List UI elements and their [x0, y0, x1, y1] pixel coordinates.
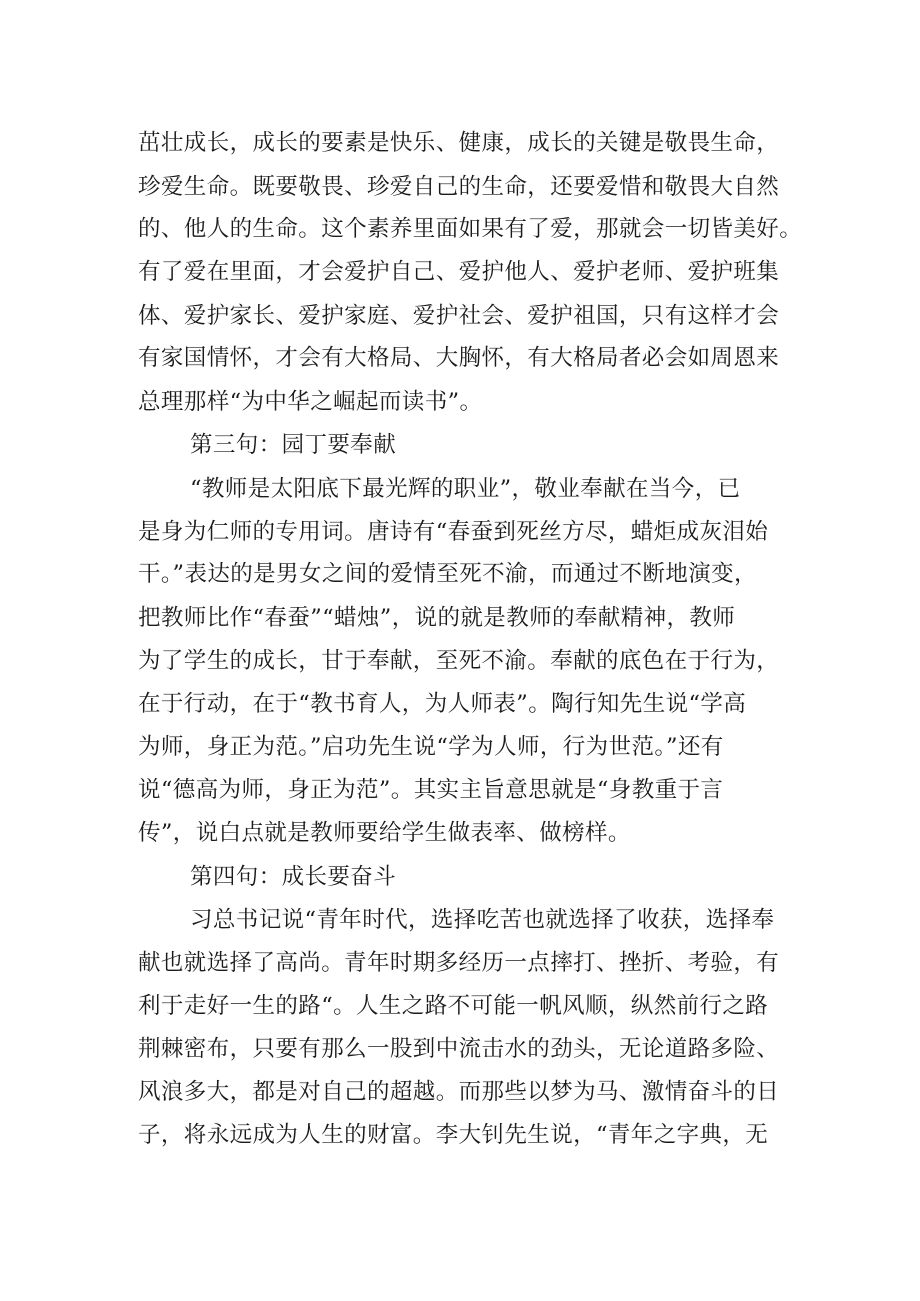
text-line: 为师，身正为范。”启功先生说“学为人师，行为世范。”还有: [138, 734, 724, 760]
text-line: 把教师比作“春蚕”“蜡烛”，说的就是教师的奉献精神，教师: [138, 605, 736, 631]
text-line: 为了学生的成长，甘于奉献，至死不渝。奉献的底色在于行为，: [138, 648, 780, 674]
text-line: 说“德高为师，身正为范”。其实主旨意思就是“身教重于言: [138, 777, 724, 803]
section-heading-3: 第三句：园丁要奉献: [190, 432, 397, 458]
text-line: 风浪多大，都是对自己的超越。而那些以梦为马、激情奋斗的日: [138, 1079, 780, 1105]
text-line: “教师是太阳底下最光辉的职业”，敬业奉献在当今，已: [190, 476, 741, 502]
text-line: 总理那样“为中华之崛起而读书”。: [138, 389, 483, 415]
text-line: 在于行动，在于“教书育人，为人师表”。陶行知先生说“学高: [138, 691, 747, 717]
text-line: 是身为仁师的专用词。唐诗有“春蚕到死丝方尽，蜡炬成灰泪始: [138, 519, 769, 545]
text-line: 有家国情怀，才会有大格局、大胸怀，有大格局者必会如周恩来: [138, 345, 780, 371]
text-line: 子，将永远成为人生的财富。李大钊先生说，“青年之字典，无: [138, 1122, 769, 1148]
text-line: 体、爱护家长、爱护家庭、爱护社会、爱护祖国，只有这样才会: [138, 303, 780, 329]
text-line: 利于走好一生的路“。人生之路不可能一帆风顺，纵然前行之路: [138, 993, 769, 1019]
text-line: 有了爱在里面，才会爱护自己、爱护他人、爱护老师、爱护班集: [138, 259, 780, 285]
text-line: 茁壮成长，成长的要素是快乐、健康，成长的关键是敬畏生命，: [138, 130, 780, 156]
text-line: 珍爱生命。既要敬畏、珍爱自己的生命，还要爱惜和敬畏大自然: [138, 174, 780, 200]
section-heading-4: 第四句：成长要奋斗: [190, 864, 397, 890]
text-line: 习总书记说“青年时代，选择吃苦也就选择了收获，选择奉: [190, 907, 775, 933]
text-line: 传”，说白点就是教师要给学生做表率、做榜样。: [138, 820, 631, 846]
text-line: 献也就选择了高尚。青年时期多经历一点摔打、挫折、考验，有: [138, 950, 780, 976]
text-line: 荆棘密布，只要有那么一股到中流击水的劲头，无论道路多险、: [138, 1036, 780, 1062]
text-line: 的、他人的生命。这个素养里面如果有了爱，那就会一切皆美好。: [138, 216, 803, 242]
text-line: 干。”表达的是男女之间的爱情至死不渝，而通过不断地演变，: [138, 561, 757, 587]
